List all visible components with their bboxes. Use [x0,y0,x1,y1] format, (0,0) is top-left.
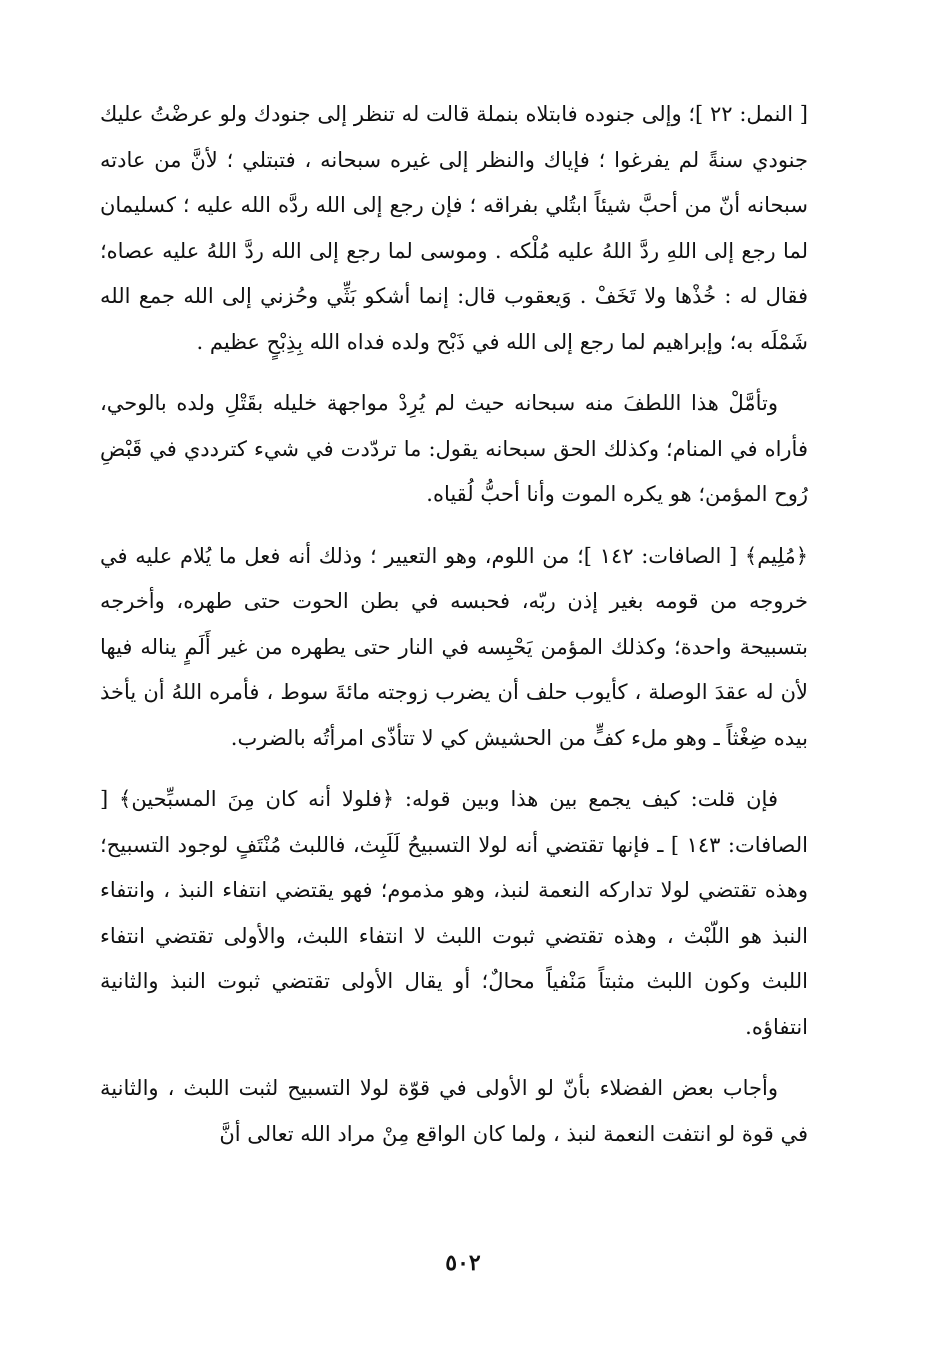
paragraph-4: فإن قلت: كيف يجمع بين هذا وبين قوله: ﴿فلولا أنه كان مِنَ المسبِّحين﴾ [ الصافات: ١٤٣ ] ـ فإنها تقتضي أنه لولا التسبيحُ لَلَبِث، فاللبث مُنْتَفٍ لوجود التسبيح؛ وهذه تقتضي لولا تداركه النعمة لنبذ، وهو مذموم؛ فهو يقتضي انتفاء النبذ ، وانتفاء النبذ هو اللّبْث ، وهذه تقتضي ثبوت اللبث لا انتفاء اللبث، والأولى تقتضي انتفاء اللبث وكون اللبث مثبتاً مَنْفياً محالٌ؛ أو يقال الأولى تقتضي ثبوت النبذ والثانية انتفاؤه. [100,787,808,1039]
paragraph-5: وأجاب بعض الفضلاء بأنّ لو الأولى في قوّة لولا التسبيح لثبت اللبث ، والثانية في قوة لو انتفت النعمة لنبذ ، ولما كان الواقع مِنْ مراد الله تعالى أنَّ [100,1076,808,1146]
paragraph-3: ﴿مُلِيم﴾ [ الصافات: ١٤٢ ]؛ من اللوم، وهو التعيير ؛ وذلك أنه فعل ما يُلام عليه في خروجه من قومه بغير إذن ربّه، فحبسه في بطن الحوت حتى طهره، وأخرجه بتسبيحة واحدة؛ وكذلك المؤمن يَحْبِسه في النار حتى يطهره من غير أَلَمٍ يناله فيها لأن له عقدَ الوصلة ، كأيوب حلف أن يضرب زوجته مائةَ سوط ، فأمره اللهُ أن يأخذ بيده ضِغْثاً ـ وهو ملء كفٍّ من الحشيش كي لا تتأذّى امرأتُه بالضرب. [100,543,809,750]
page-number: ٥٠٢ [445,1250,481,1276]
paragraph-1: [ النمل: ٢٢ ]؛ وإلى جنوده فابتلاه بنملة قالت له تنظر إلى جنودك ولو عرضْتُ عليك جنودي سنةً لم يفرغوا ؛ فإياك والنظر إلى غيره سبحانه ، فتبتلي ؛ لأنَّ من عادته سبحانه أنّ من أحبَّ شيئاً ابتُلي بفراقه ؛ فإن رجع إلى الله ردَّه الله عليه ؛ كسليمان لما رجع إلى اللهِ ردَّ اللهُ عليه مُلْكه . وموسى لما رجع إلى الله ردَّ اللهُ عليه عصاه؛ فقال له : خُذْها ولا تَخَفْ . وَيعقوب قال: إنما أشكو بَثِّي وحُزني إلى الله جمع الله شَمْلَه به؛ وإبراهيم لما رجع إلى الله في ذَبْح ولده فداه الله بِذِبْحٍ عظيم . [100,102,808,354]
paragraph-2: وتأمَّلْ هذا اللطفَ منه سبحانه حيث لم يُرِدْ مواجهة خليله بقَتْلِ ولده بالوحي، فأراه في المنام؛ وكذلك الحق سبحانه يقول: ما تردّدت في شيء كترددي في قَبْضِ رُوح المؤمن؛ هو يكره الموت وأنا أحبُّ لُقياه. [100,391,808,506]
book-page [100,92,808,1292]
